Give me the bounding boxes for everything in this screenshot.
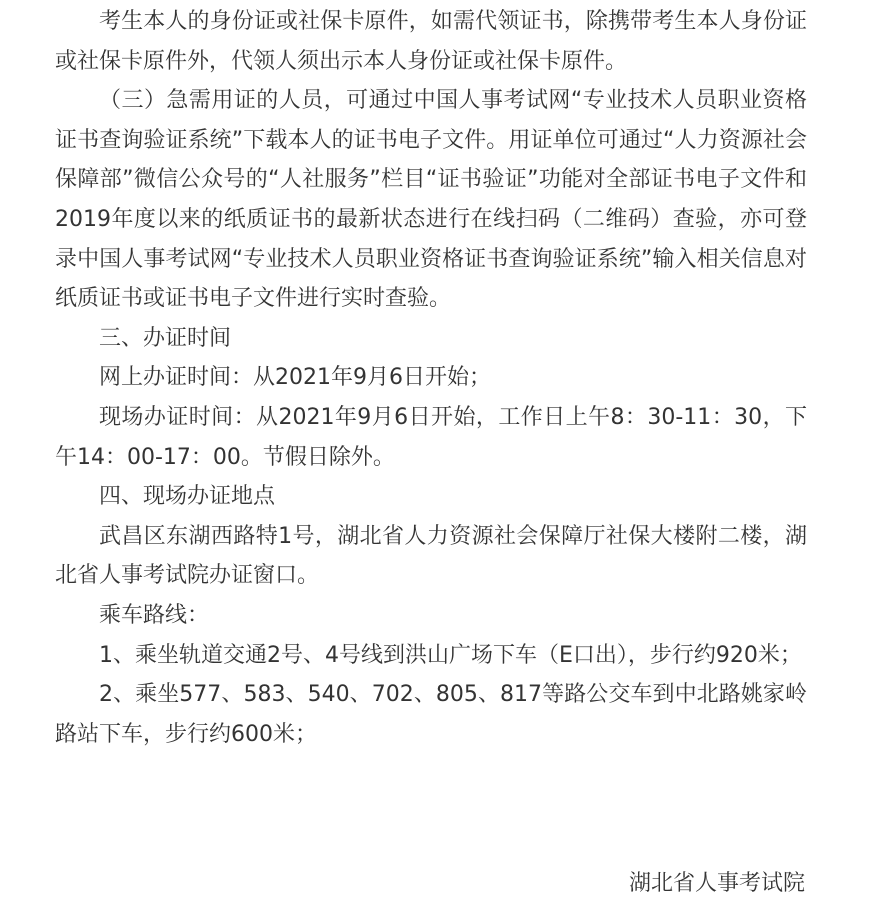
document-body bbox=[55, 2, 807, 754]
paragraph-electronic-certificate: （三）急需用证的人员，可通过中国人事考试网“专业技术人员职业资格证书查询验证系统”下载本人的证书电子文件。用证单位可通过“人力资源社会保障部”微信公众号的“人社服务”栏目“证书验证”功能对全部证书电子文件和2019年度以来的纸质证书的最新状态进行在线扫码（二维码）查验，亦可登录中国人事考试网“专业技术人员职业资格证书查询验证系统”输入相关信息对纸质证书或证书电子文件进行实时查验。 bbox=[55, 88, 807, 312]
paragraph-route-bus: 2、乘坐577、583、540、702、805、817等路公交车到中北路姚家岭路站下车，步行约600米； bbox=[55, 682, 807, 747]
paragraph-address: 武昌区东湖西路特1号，湖北省人力资源社会保障厅社保大楼附二楼，湖北省人事考试院办证窗口。 bbox=[55, 523, 807, 589]
paragraph-onsite-time: 现场办证时间：从2021年9月6日开始，工作日上午8：30-11：30，下午14：00-17：00。节假日除外。 bbox=[55, 404, 807, 470]
heading-onsite-location: 四、现场办证地点 bbox=[99, 484, 276, 510]
paragraph-route-metro: 1、乘坐轨道交通2号、4号线到洪山广场下车（E口出），步行约920米； bbox=[99, 642, 802, 668]
issuer-signature: 湖北省人事考试院 bbox=[628, 871, 805, 896]
heading-processing-time: 三、办证时间 bbox=[99, 325, 232, 351]
heading-transport-routes: 乘车路线： bbox=[99, 602, 210, 628]
paragraph-certificate-proxy: 考生本人的身份证或社保卡原件，如需代领证书，除携带考生本人身份证或社保卡原件外，代领人须出示本人身份证或社保卡原件。 bbox=[55, 9, 807, 74]
paragraph-online-time: 网上办证时间：从2021年9月6日开始； bbox=[99, 365, 491, 391]
